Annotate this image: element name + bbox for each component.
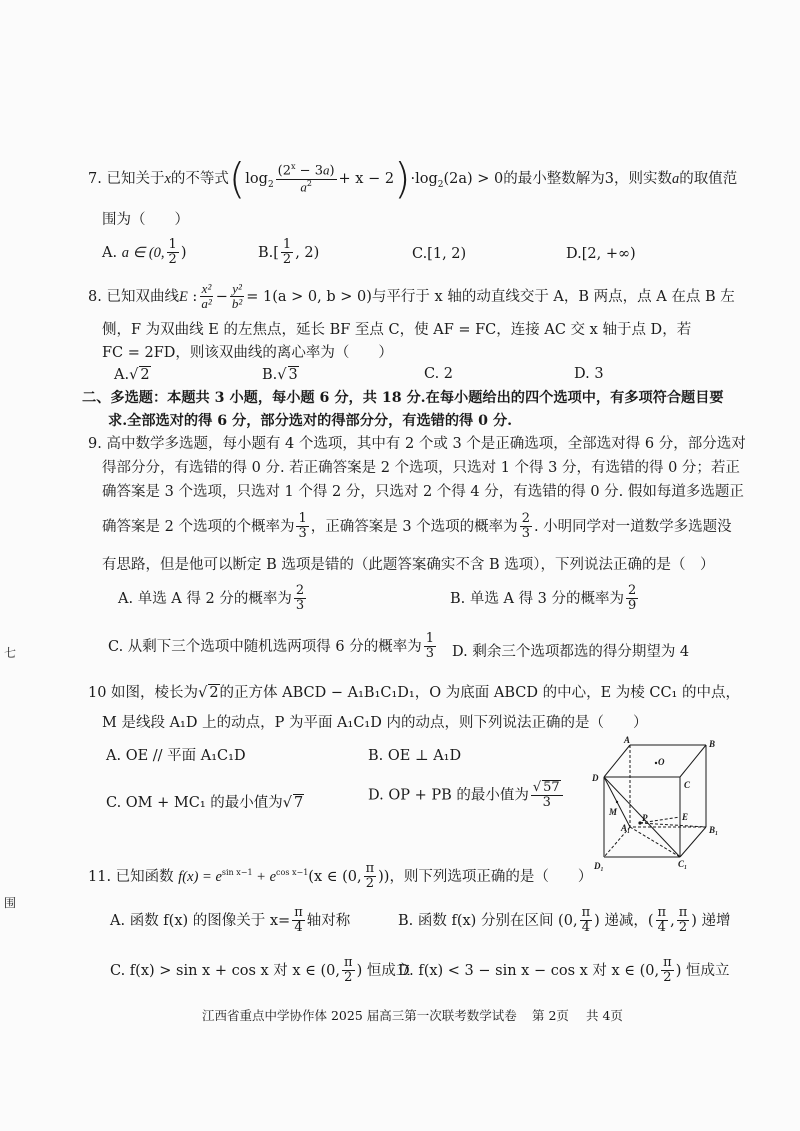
label-m: M	[609, 807, 618, 817]
q9-stem-line4: 确答案是 2 个选项的个概率为 $\frac{1}{3}$ ，正确答案是 3 个选项的概率为 $\frac{2}{3}$ . 小明同学对一道数学多选题没	[102, 511, 732, 542]
point-m	[616, 801, 618, 803]
cube-edge	[680, 745, 706, 777]
q7-option-b: B.[ $\frac{1}{2}$ , 2)	[258, 237, 320, 268]
margin-mark: 围	[4, 896, 17, 910]
q11-option-a: A. 函数 f(x) 的图像关于 x= $\frac{\pi}{4}$ 轴对称	[110, 905, 351, 936]
q8-option-c: C. 2	[424, 366, 454, 382]
point-o	[655, 762, 657, 764]
q8-option-d: D. 3	[574, 366, 604, 382]
q10-option-b: B. OE ⊥ A₁D	[368, 748, 462, 764]
q8-stem: 8. 已知双曲线E : $\frac{\text{x²}}{\text{a²}}$ − $\frac{\text{y²}}{\text{b²}}$ = 1(a > 0, b > 0)与平行于 x 轴的动直线交于 A，B 两点，点 A 在点 B 左	[88, 281, 735, 312]
q7-option-c: C.[1, 2)	[412, 246, 467, 262]
q9-option-b: B. 单选 A 得 3 分的概率为 $\frac{2}{9}$	[450, 583, 637, 614]
label-c: C	[684, 780, 691, 790]
q10-stem-line2: M 是线段 A₁D 上的动点，P 为平面 A₁C₁D 内的动点，则下列说法正确的是（ ）	[102, 715, 648, 731]
cube-figure	[588, 735, 728, 875]
q7-option-d: D.[2, +∞)	[566, 246, 636, 262]
label-o: O	[658, 757, 665, 767]
section-heading: 二、多选题：本题共 3 小题，每小题 6 分，共 18 分.在每小题给出的四个选项中，有多项符合题目要	[82, 390, 724, 406]
label-d1: D₁	[594, 861, 604, 871]
cube-edge	[604, 745, 630, 777]
q11-option-d: D. f(x) < 3 − sin x − cos x 对 x ∈ (0, $\frac{\pi}{2}$ ) 恒成立	[398, 955, 730, 986]
q10-stem-line1: 10 如图，棱长为√ 2的正方体 ABCD − A₁B₁C₁D₁，O 为底面 ABCD 的中心，E 为棱 CC₁ 的中点，	[88, 685, 740, 701]
label-e: E	[682, 812, 689, 822]
label-p: P	[642, 813, 648, 823]
footer-title: 江西省重点中学协作体 2025 届高三第一次联考数学试卷	[202, 1008, 517, 1023]
label-a: A	[624, 735, 631, 745]
margin-mark: 七	[4, 646, 17, 660]
segment	[630, 827, 680, 857]
q9-stem-line3: 确答案是 3 个选项，只选对 1 个得 2 分，只选对 2 个得 4 分，有选错的得 0 分. 假如每道多选题正	[102, 484, 744, 500]
q9-option-a: A. 单选 A 得 2 分的概率为 $\frac{2}{3}$	[118, 583, 305, 614]
label-d: D	[592, 773, 599, 783]
q8-stem-line3: FC = 2FD，则该双曲线的离心率为（ ）	[102, 345, 393, 361]
q10-option-a: A. OE // 平面 A₁C₁D	[106, 748, 246, 764]
q9-stem-line5: 有思路，但是他可以断定 B 选项是错的（此题答案确实不含 B 选项），下列说法正确的是（ ）	[102, 557, 715, 573]
cube-edge	[680, 827, 706, 857]
label-b1: B₁	[709, 825, 719, 835]
q7-stem-line2: 围为（ ）	[102, 212, 189, 228]
q8-stem-line2: 侧，F 为双曲线 E 的左焦点，延长 BF 至点 C，使 AF = FC，连接 AC 交 x 轴于点 D，若	[102, 322, 692, 338]
q8-option-b: B.√ 3	[262, 367, 298, 383]
q9-stem-line1: 9. 高中数学多选题，每小题有 4 个选项，其中有 2 个或 3 个是正确选项，全部选对得 6 分，部分选对	[88, 436, 746, 452]
q7-stem: 7. 已知关于x的不等式($\log_2$ $\frac{(2^x - 3a)}{a^2}$ + $x - 2)\cdot\log_2(2a) > 0$的最小整数解为3，则实数a的取值范	[88, 154, 738, 203]
label-a1: A₁	[621, 823, 631, 833]
q9-stem-line2: 得部分分，有选错的得 0 分. 若正确答案是 2 个选项，只选对 1 个得 3 分，有选错的得 0 分；若正	[102, 460, 740, 476]
q11-option-c: C. f(x) > sin x + cos x 对 x ∈ (0, $\frac{\pi}{2}$ ) 恒成立	[110, 955, 411, 986]
q11-stem: 11. 已知函数 $f(x) = e^{sin x-1} + e^{cos x-1}(x$ ∈ (0, $\frac{\pi}{2}$ ))，则下列选项正确的是（ ）	[88, 861, 593, 892]
q10-option-c: C. OM + MC₁ 的最小值为√ 7	[106, 795, 304, 811]
footer-page: 第 2页	[532, 1008, 569, 1023]
label-c1: C₁	[678, 859, 688, 869]
q9-option-c: C. 从剩下三个选项中随机选两项得 6 分的概率为 $\frac{1}{3}$	[108, 631, 435, 662]
label-b: B	[709, 739, 716, 749]
section-heading-line2: 求.全部选对的得 6 分，部分选对的得部分分，有选错的得 0 分.	[108, 413, 513, 429]
footer-total: 共 4页	[586, 1008, 623, 1023]
q11-option-b: B. 函数 f(x) 分别在区间 (0, $\frac{\pi}{4}$ ) 递减，( $\frac{\pi}{4}$ , $\frac{\pi}{2}$ ) 递增	[398, 905, 731, 936]
q10-option-d: D. OP + PB 的最小值为 $\frac{√ 57}{3}$	[368, 780, 565, 811]
q8-option-a: A.√ 2	[114, 367, 150, 383]
q7-option-a: A. a ∈ (0, $\frac{1}{2}$ )	[102, 237, 187, 268]
q9-option-d: D. 剩余三个选项都选的得分期望为 4	[452, 644, 690, 660]
